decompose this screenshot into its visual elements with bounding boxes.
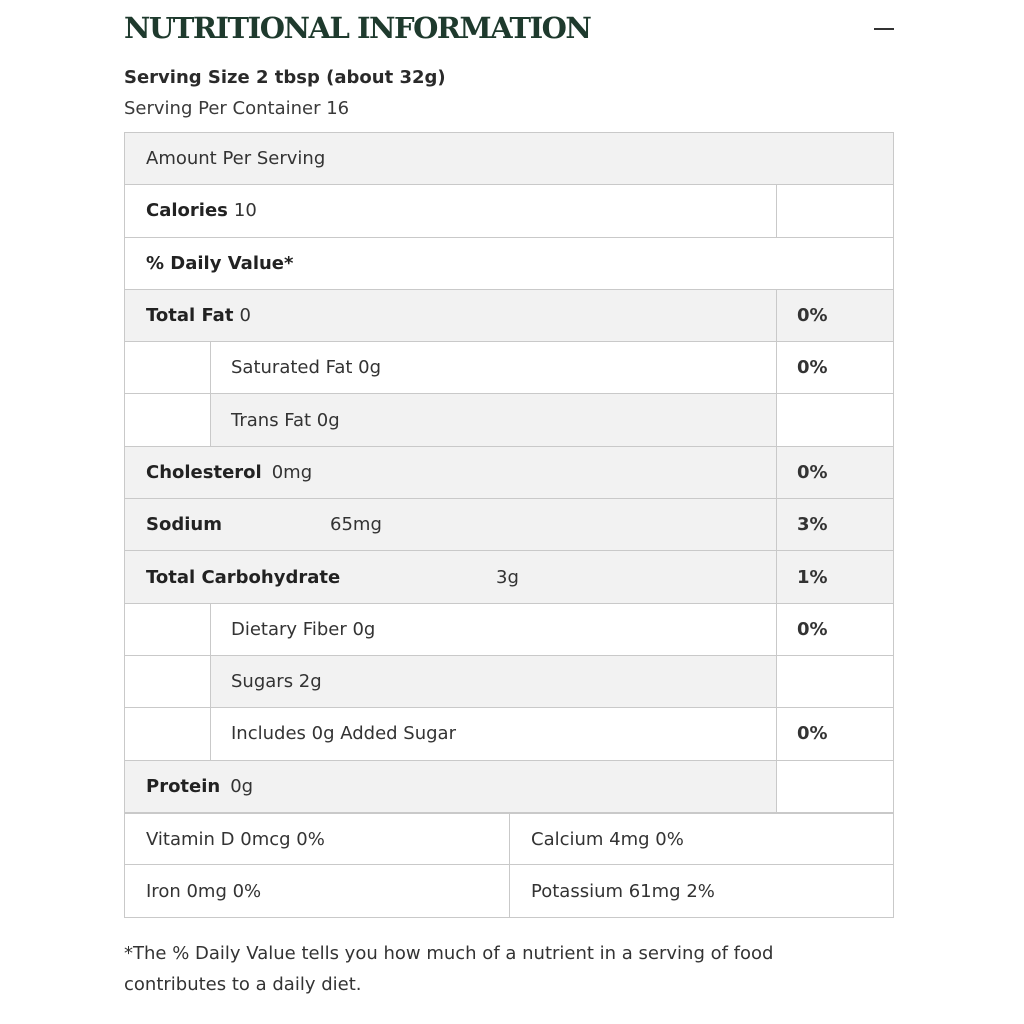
daily-value-label: % Daily Value*: [146, 252, 294, 274]
protein-label: Protein: [146, 775, 221, 797]
saturated-fat-label: Saturated Fat 0g: [231, 357, 382, 379]
sugars-pct-cell: [776, 656, 893, 707]
total-carbohydrate-pct: 1%: [776, 551, 893, 602]
calories-row: [125, 185, 893, 237]
trans-fat-row: [125, 394, 893, 446]
protein-row: [125, 761, 893, 813]
saturated-fat-pct: 0%: [776, 342, 893, 393]
calories-pct-cell: [776, 185, 893, 236]
daily-value-footnote: *The % Daily Value tells you how much of a nutrient in a serving of food contributes to a daily diet.: [124, 943, 774, 995]
total-carbohydrate-amount: 3g: [496, 566, 519, 588]
cholesterol-pct: 0%: [776, 447, 893, 498]
nutrition-facts-table: [124, 132, 894, 918]
total-fat-amount: 0: [239, 305, 251, 327]
total-fat-row: [125, 290, 893, 342]
dietary-fiber-row: [125, 604, 893, 656]
sodium-label: Sodium: [146, 514, 222, 536]
iron: Iron 0mg 0%: [146, 880, 262, 902]
cholesterol-row: [125, 447, 893, 499]
total-fat-pct: 0%: [776, 290, 893, 341]
nutrition-header: [124, 8, 894, 48]
section-title: NUTRITIONAL INFORMATION: [124, 11, 591, 45]
potassium: Potassium 61mg 2%: [509, 865, 893, 917]
calcium: Calcium 4mg 0%: [509, 814, 893, 864]
cholesterol-label: Cholesterol: [146, 461, 262, 483]
sodium-amount: 65mg: [330, 514, 382, 536]
vitamin-row-1: [125, 813, 893, 865]
protein-pct-cell: [776, 761, 893, 812]
total-carbohydrate-row: [125, 551, 893, 603]
minus-icon[interactable]: [874, 18, 894, 38]
protein-amount: 0g: [230, 775, 254, 797]
dietary-fiber-pct: 0%: [776, 604, 893, 655]
sugars-label: Sugars 2g: [231, 671, 322, 693]
added-sugar-pct: 0%: [776, 708, 893, 759]
sodium-pct: 3%: [776, 499, 893, 550]
vitamin-row-2: [125, 865, 893, 917]
amount-per-serving-label: Amount Per Serving: [146, 148, 326, 170]
trans-fat-label: Trans Fat 0g: [231, 409, 340, 431]
sodium-row: [125, 499, 893, 551]
calories-value: 10: [233, 200, 257, 222]
total-fat-label: Total Fat: [146, 305, 234, 327]
daily-value-row: [125, 238, 893, 290]
amount-per-serving-row: [125, 133, 893, 185]
calories-label: Calories: [146, 200, 228, 222]
sugars-row: [125, 656, 893, 708]
serving-size: Serving Size 2 tbsp (about 32g): [124, 67, 446, 88]
added-sugar-row: [125, 708, 893, 760]
total-carbohydrate-label: Total Carbohydrate: [146, 566, 341, 588]
trans-fat-pct-cell: [776, 394, 893, 445]
added-sugar-label: Includes 0g Added Sugar: [231, 723, 456, 745]
servings-per-container: Serving Per Container 16: [124, 98, 350, 119]
saturated-fat-row: [125, 342, 893, 394]
vitamin-d: Vitamin D 0mcg 0%: [146, 828, 325, 850]
dietary-fiber-label: Dietary Fiber 0g: [231, 618, 376, 640]
cholesterol-amount: 0mg: [271, 461, 313, 483]
